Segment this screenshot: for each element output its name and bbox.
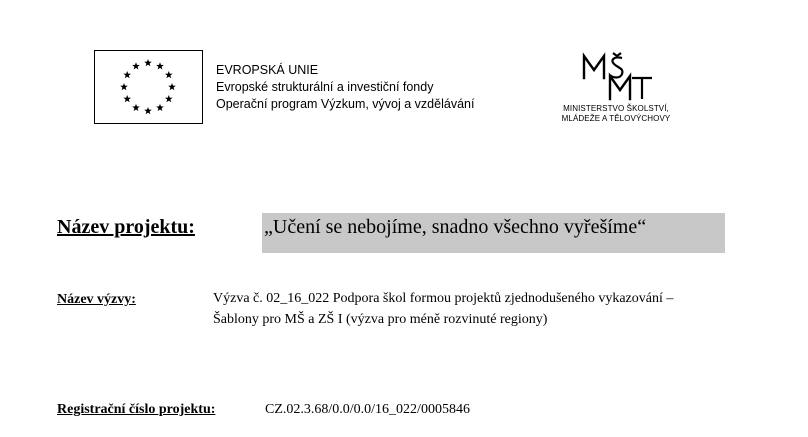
project-name-value: „Učení se nebojíme, snadno všechno vyřešíme“ — [264, 216, 647, 238]
call-value: Výzva č. 02_16_022 Podpora škol formou projektů zjednodušeného vykazování – Šablony pro MŠ a ZŠ I (výzva pro méně rozvinuté regiony) — [213, 291, 674, 327]
registration-value: CZ.02.3.68/0.0/0.0/16_022/0005846 — [265, 402, 470, 417]
eu-star-icon — [156, 104, 164, 111]
eu-star-icon — [132, 104, 140, 111]
msmt-logo-icon — [580, 52, 654, 102]
eu-logo-line-1: EVROPSKÁ UNIE — [216, 63, 319, 77]
eu-star-icon — [132, 62, 140, 69]
eu-logo-text — [216, 62, 474, 113]
eu-star-icon — [156, 62, 164, 69]
eu-star-icon — [165, 95, 173, 102]
call-label: Název výzvy: — [57, 292, 136, 307]
registration-label: Registrační číslo projektu: — [57, 402, 216, 417]
eu-star-icon — [144, 59, 152, 66]
msmt-logo-caption — [538, 104, 694, 124]
project-name-label: Název projektu: — [57, 216, 195, 238]
eu-star-icon — [168, 83, 176, 90]
eu-logo-line-3: Operační program Výzkum, vývoj a vzdělávání — [216, 97, 475, 111]
eu-star-icon — [120, 83, 128, 90]
msmt-caption-line-1: MINISTERSTVO ŠKOLSTVÍ, — [563, 104, 669, 113]
eu-star-icon — [123, 95, 131, 102]
eu-star-icon — [123, 71, 131, 78]
eu-star-icon — [144, 107, 152, 114]
eu-logo-line-2: Evropské strukturální a investiční fondy — [216, 80, 434, 94]
eu-star-icon — [165, 71, 173, 78]
eu-flag-icon — [94, 50, 203, 124]
msmt-caption-line-2: MLÁDEŽE A TĚLOVÝCHOVY — [561, 114, 671, 123]
